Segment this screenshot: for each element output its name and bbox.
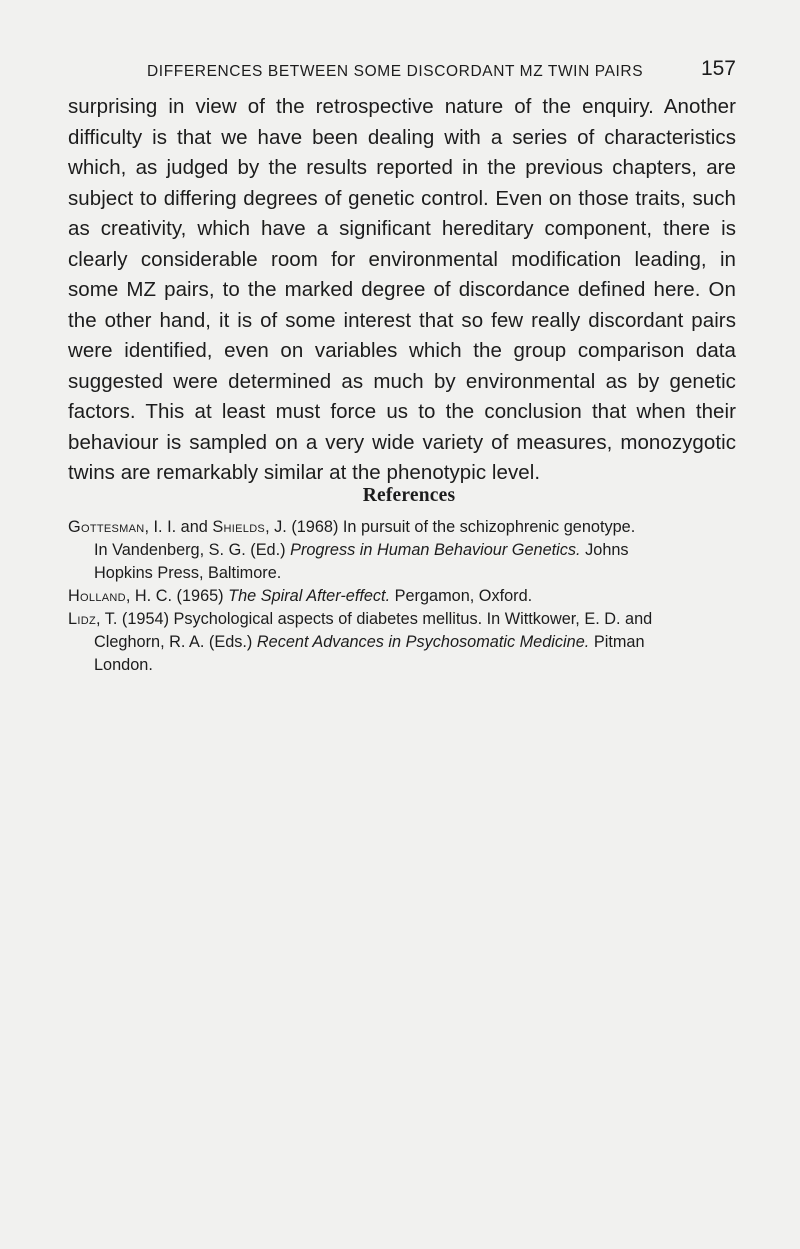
body-line: difficulty is that we have been dealing with a series of characteristics: [68, 125, 736, 149]
reference-text: Pitman: [589, 633, 645, 651]
reference-line: [68, 608, 736, 631]
body-line: as creativity, which have a significant hereditary component, there is: [68, 217, 736, 240]
running-head: [68, 57, 736, 88]
body-line: suggested were determined as much by environmental as by genetic: [68, 369, 736, 393]
reference-list: [68, 516, 736, 677]
reference-book-title: The Spiral After-effect.: [228, 587, 391, 605]
reference-entry-gottesman: [68, 516, 736, 585]
reference-text: , T. (1954) Psychological aspects of diabetes mellitus. In Wittkower, E. D. and: [95, 610, 653, 628]
reference-line: Hopkins Press, Baltimore.: [94, 564, 282, 582]
reference-author: Gottesman: [68, 518, 145, 536]
reference-line: London.: [94, 656, 153, 674]
reference-author: Lidz: [68, 610, 96, 628]
body-line: some MZ pairs, to the marked degree of discordance defined here. On: [68, 278, 736, 301]
reference-author: Holland: [68, 587, 126, 605]
reference-book-title: Progress in Human Behaviour Genetics.: [290, 541, 581, 559]
reference-line: [68, 539, 736, 562]
reference-author: Shields: [212, 518, 266, 536]
reference-entry-holland: [68, 585, 736, 608]
body-line: clearly considerable room for environmental modification leading, in: [68, 247, 736, 271]
reference-text: Johns: [580, 541, 629, 559]
reference-text: In Vandenberg, S. G. (Ed.): [94, 541, 291, 559]
body-line: factors. This at least must force us to the conclusion that when their: [68, 400, 736, 423]
reference-text: , J. (1968) In pursuit of the schizophrenic genotype.: [265, 518, 636, 536]
body-line: surprising in view of the retrospective nature of the enquiry. Another: [68, 95, 736, 118]
body-line: which, as judged by the results reported in the previous chapters, are: [68, 156, 736, 179]
reference-line: [68, 631, 736, 654]
body-paragraph: [68, 92, 736, 489]
reference-text: Pergamon, Oxford.: [390, 587, 533, 605]
reference-book-title: Recent Advances in Psychosomatic Medicine.: [256, 633, 590, 651]
body-line: were identified, even on variables which the group comparison data: [68, 339, 736, 362]
reference-line: [68, 516, 736, 539]
body-line: twins are remarkably similar at the phenotypic level.: [68, 461, 541, 484]
reference-text: Cleghorn, R. A. (Eds.): [94, 633, 257, 651]
reference-text: , I. I. and: [144, 518, 213, 536]
reference-line: [68, 585, 736, 608]
body-line: the other hand, it is of some interest that so few really discordant pairs: [68, 308, 736, 332]
body-line: subject to differing degrees of genetic control. Even on those traits, such: [68, 186, 736, 210]
page-number: 157: [700, 57, 736, 80]
running-title: DIFFERENCES BETWEEN SOME DISCORDANT MZ TWIN PAIRS: [147, 63, 644, 80]
reference-text: , H. C. (1965): [125, 587, 229, 605]
references-heading: References: [362, 485, 456, 506]
reference-entry-lidz: [68, 608, 736, 677]
body-line: behaviour is sampled on a very wide variety of measures, monozygotic: [68, 430, 736, 454]
references-section: [68, 482, 736, 677]
